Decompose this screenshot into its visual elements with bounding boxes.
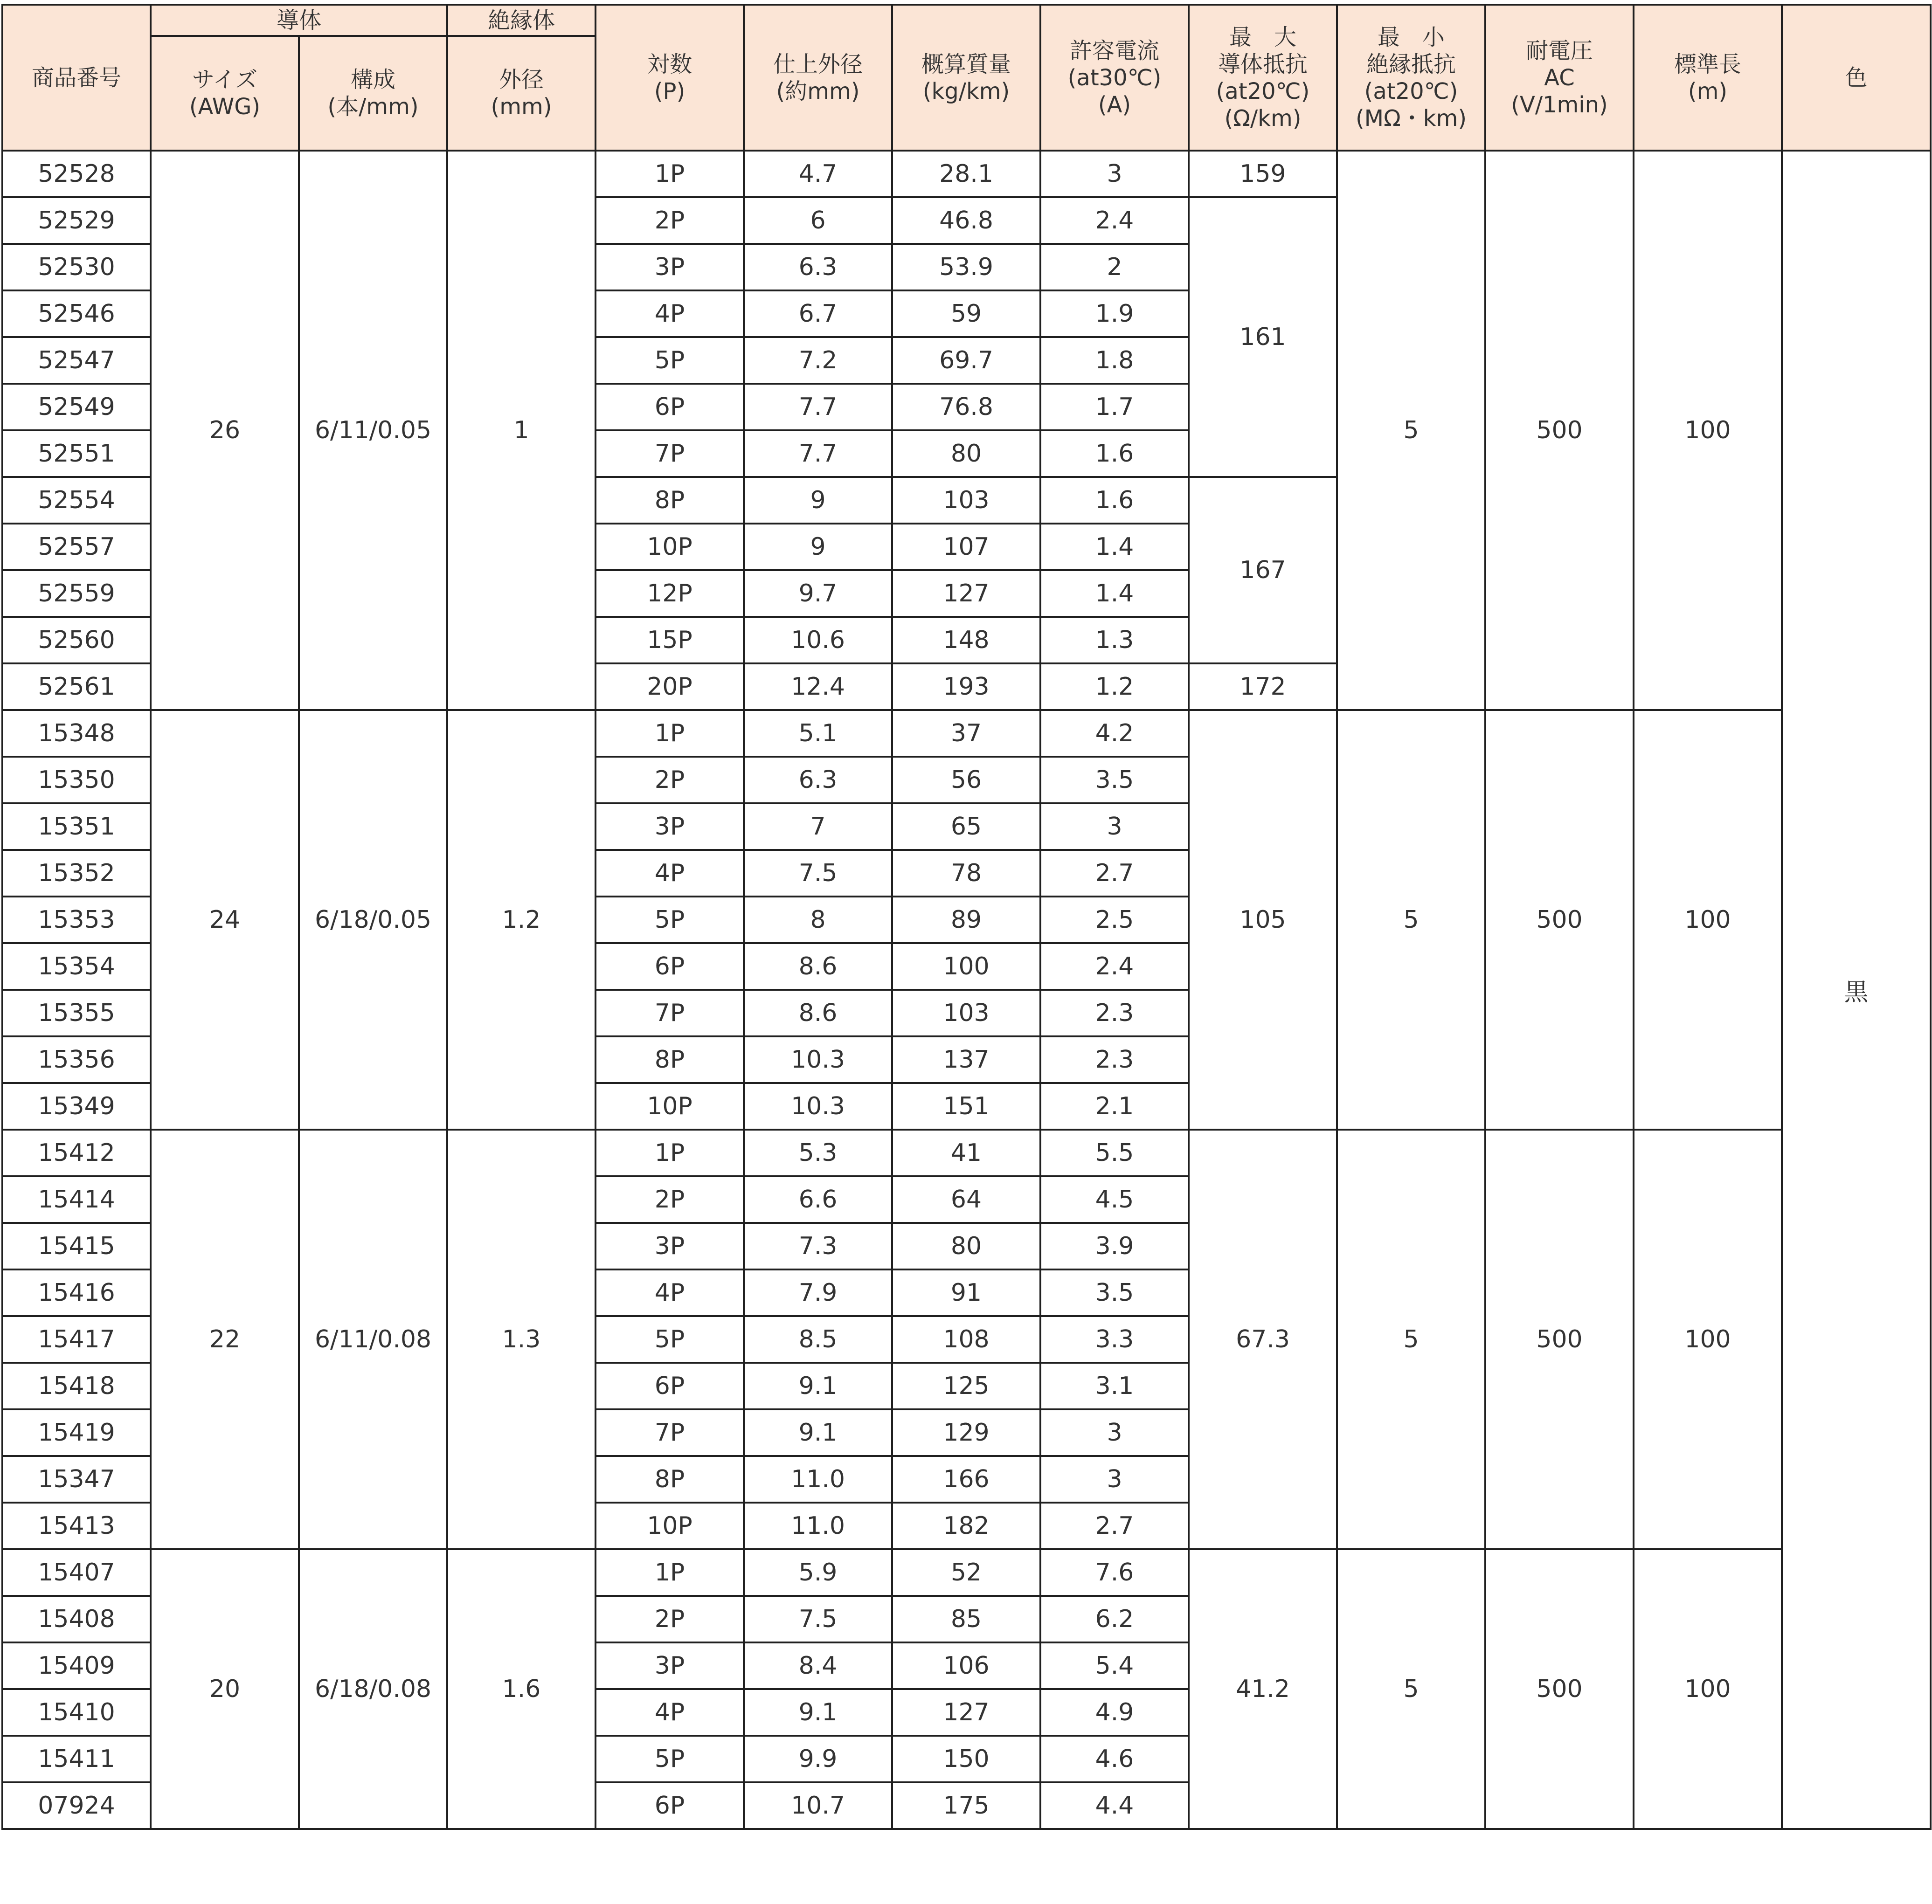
cell-pairs: 8P [596,1036,744,1083]
cell-finished-od: 7.5 [744,1596,892,1642]
cell-construction: 6/18/0.05 [299,710,447,1130]
cell-current: 4.6 [1040,1736,1189,1782]
cell-finished-od: 6.7 [744,290,892,337]
cell-finished-od: 8.4 [744,1642,892,1689]
cell-product-no: 52560 [2,617,151,663]
cell-min-insulation: 5 [1337,151,1485,710]
cell-pairs: 15P [596,617,744,663]
cell-finished-od: 6.3 [744,244,892,290]
cell-pairs: 5P [596,337,744,384]
cell-finished-od: 9 [744,477,892,524]
cell-pairs: 3P [596,1642,744,1689]
cell-finished-od: 9.7 [744,570,892,617]
cell-weight: 108 [892,1316,1040,1363]
cell-pairs: 4P [596,850,744,897]
cell-pairs: 5P [596,897,744,943]
cell-size: 20 [151,1549,299,1829]
header-conductor: 導体 [151,5,447,36]
cell-current: 1.9 [1040,290,1189,337]
cell-current: 4.9 [1040,1689,1189,1736]
cell-pairs: 7P [596,990,744,1036]
cell-weight: 127 [892,570,1040,617]
cell-current: 4.2 [1040,710,1189,757]
cell-color: 黒 [1782,151,1931,1829]
cell-current: 2.4 [1040,943,1189,990]
cell-weight: 89 [892,897,1040,943]
cell-current: 2.4 [1040,197,1189,244]
cell-current: 3 [1040,1456,1189,1503]
cell-pairs: 3P [596,1223,744,1269]
cell-min-insulation: 5 [1337,1549,1485,1829]
cell-product-no: 52528 [2,151,151,197]
cell-construction: 6/11/0.05 [299,151,447,710]
cell-product-no: 15410 [2,1689,151,1736]
cell-current: 3.3 [1040,1316,1189,1363]
cell-weight: 193 [892,663,1040,710]
cell-product-no: 52557 [2,524,151,570]
cell-weight: 137 [892,1036,1040,1083]
cell-current: 1.2 [1040,663,1189,710]
cell-current: 3.5 [1040,1269,1189,1316]
cell-outer-diameter: 1.3 [447,1130,596,1549]
cell-finished-od: 10.7 [744,1782,892,1829]
cell-product-no: 15417 [2,1316,151,1363]
cell-finished-od: 7 [744,803,892,850]
cell-product-no: 15416 [2,1269,151,1316]
header-std-length: 標準長 (m) [1634,5,1782,151]
cell-pairs: 12P [596,570,744,617]
cell-weight: 166 [892,1456,1040,1503]
cell-weight: 76.8 [892,384,1040,430]
cell-pairs: 4P [596,1269,744,1316]
cell-outer-diameter: 1 [447,151,596,710]
cell-weight: 78 [892,850,1040,897]
cell-weight: 41 [892,1130,1040,1176]
cell-finished-od: 11.0 [744,1456,892,1503]
cell-size: 24 [151,710,299,1130]
cell-weight: 100 [892,943,1040,990]
header-weight: 概算質量 (kg/km) [892,5,1040,151]
header-current: 許容電流 (at30℃) (A) [1040,5,1189,151]
cell-current: 3.5 [1040,757,1189,803]
header-max-resistance: 最 大 導体抵抗 (at20℃) (Ω/km) [1189,5,1337,151]
cell-current: 1.6 [1040,430,1189,477]
cell-finished-od: 9.1 [744,1409,892,1456]
cell-product-no: 15412 [2,1130,151,1176]
cell-product-no: 07924 [2,1782,151,1829]
cell-product-no: 15409 [2,1642,151,1689]
cell-finished-od: 5.9 [744,1549,892,1596]
cell-weight: 106 [892,1642,1040,1689]
cell-current: 3.1 [1040,1363,1189,1409]
cell-finished-od: 6.3 [744,757,892,803]
header-outer-diameter: 外径 (mm) [447,36,596,151]
cell-current: 2.5 [1040,897,1189,943]
cell-current: 3 [1040,803,1189,850]
cell-finished-od: 7.2 [744,337,892,384]
cell-pairs: 2P [596,197,744,244]
cell-product-no: 15348 [2,710,151,757]
cell-current: 5.4 [1040,1642,1189,1689]
cell-std-length: 100 [1634,1549,1782,1829]
cell-pairs: 5P [596,1316,744,1363]
cell-max-resistance: 161 [1189,197,1337,477]
cell-construction: 6/18/0.08 [299,1549,447,1829]
cell-pairs: 1P [596,1130,744,1176]
cell-product-no: 15415 [2,1223,151,1269]
cell-pairs: 20P [596,663,744,710]
cell-product-no: 52551 [2,430,151,477]
table-row [2,1549,1931,1596]
cell-pairs: 4P [596,1689,744,1736]
cell-weight: 103 [892,477,1040,524]
cell-pairs: 2P [596,757,744,803]
cell-current: 2.3 [1040,1036,1189,1083]
cell-weight: 59 [892,290,1040,337]
cell-max-resistance: 41.2 [1189,1549,1337,1829]
cell-product-no: 15347 [2,1456,151,1503]
cell-weight: 69.7 [892,337,1040,384]
cell-pairs: 8P [596,1456,744,1503]
header-construction: 構成 (本/mm) [299,36,447,151]
cell-std-length: 100 [1634,151,1782,710]
cell-max-resistance: 172 [1189,663,1337,710]
cell-product-no: 15413 [2,1503,151,1549]
cell-product-no: 15351 [2,803,151,850]
header-product-no: 商品番号 [2,5,151,151]
cell-pairs: 6P [596,1363,744,1409]
cell-finished-od: 7.7 [744,430,892,477]
cell-size: 22 [151,1130,299,1549]
cell-product-no: 52546 [2,290,151,337]
cell-weight: 127 [892,1689,1040,1736]
cell-product-no: 15419 [2,1409,151,1456]
cell-current: 4.4 [1040,1782,1189,1829]
cell-current: 5.5 [1040,1130,1189,1176]
cell-pairs: 8P [596,477,744,524]
cell-std-length: 100 [1634,1130,1782,1549]
cell-weight: 80 [892,430,1040,477]
cell-product-no: 15349 [2,1083,151,1130]
cell-voltage: 500 [1485,151,1634,710]
cell-pairs: 10P [596,1503,744,1549]
cell-max-resistance: 167 [1189,477,1337,663]
cell-product-no: 52549 [2,384,151,430]
header-finished-od: 仕上外径 (約mm) [744,5,892,151]
cell-weight: 80 [892,1223,1040,1269]
cell-weight: 65 [892,803,1040,850]
cell-finished-od: 9.9 [744,1736,892,1782]
cell-pairs: 3P [596,803,744,850]
cell-pairs: 10P [596,524,744,570]
cell-min-insulation: 5 [1337,710,1485,1130]
header-pairs: 対数 (P) [596,5,744,151]
cell-current: 7.6 [1040,1549,1189,1596]
cell-weight: 148 [892,617,1040,663]
cell-pairs: 2P [596,1176,744,1223]
header-row-1 [2,5,1931,36]
cell-std-length: 100 [1634,710,1782,1130]
cell-current: 1.8 [1040,337,1189,384]
cell-current: 2.7 [1040,850,1189,897]
cell-weight: 85 [892,1596,1040,1642]
cell-finished-od: 12.4 [744,663,892,710]
cell-finished-od: 9 [744,524,892,570]
cell-finished-od: 8.5 [744,1316,892,1363]
header-color: 色 [1782,5,1931,151]
cell-finished-od: 11.0 [744,1503,892,1549]
cell-finished-od: 9.1 [744,1363,892,1409]
cell-min-insulation: 5 [1337,1130,1485,1549]
cell-current: 1.6 [1040,477,1189,524]
cell-max-resistance: 67.3 [1189,1130,1337,1549]
cell-pairs: 6P [596,1782,744,1829]
cell-current: 3.9 [1040,1223,1189,1269]
cell-finished-od: 10.3 [744,1036,892,1083]
cell-product-no: 15411 [2,1736,151,1782]
cell-weight: 52 [892,1549,1040,1596]
cell-product-no: 15354 [2,943,151,990]
cell-pairs: 1P [596,151,744,197]
header-voltage: 耐電圧 AC (V/1min) [1485,5,1634,151]
cell-current: 4.5 [1040,1176,1189,1223]
cell-product-no: 52529 [2,197,151,244]
cell-product-no: 15350 [2,757,151,803]
cell-product-no: 15408 [2,1596,151,1642]
cell-current: 3 [1040,151,1189,197]
cell-pairs: 6P [596,384,744,430]
cell-weight: 64 [892,1176,1040,1223]
cell-current: 3 [1040,1409,1189,1456]
cell-finished-od: 10.6 [744,617,892,663]
cell-product-no: 52547 [2,337,151,384]
cell-product-no: 52530 [2,244,151,290]
cell-weight: 28.1 [892,151,1040,197]
cell-product-no: 15353 [2,897,151,943]
cell-pairs: 1P [596,1549,744,1596]
table-row [2,710,1931,757]
cell-weight: 103 [892,990,1040,1036]
table-header [2,5,1931,151]
cell-finished-od: 6 [744,197,892,244]
cell-voltage: 500 [1485,1549,1634,1829]
cell-weight: 151 [892,1083,1040,1130]
cell-weight: 56 [892,757,1040,803]
cell-finished-od: 9.1 [744,1689,892,1736]
cell-pairs: 3P [596,244,744,290]
cell-finished-od: 6.6 [744,1176,892,1223]
cell-max-resistance: 105 [1189,710,1337,1130]
cell-product-no: 52559 [2,570,151,617]
cell-weight: 150 [892,1736,1040,1782]
cell-current: 2 [1040,244,1189,290]
cell-outer-diameter: 1.6 [447,1549,596,1829]
cell-current: 1.4 [1040,570,1189,617]
cell-outer-diameter: 1.2 [447,710,596,1130]
cell-pairs: 4P [596,290,744,337]
cell-max-resistance: 159 [1189,151,1337,197]
cell-weight: 107 [892,524,1040,570]
cell-current: 1.4 [1040,524,1189,570]
cell-weight: 46.8 [892,197,1040,244]
cell-pairs: 5P [596,1736,744,1782]
cell-finished-od: 8.6 [744,990,892,1036]
cell-finished-od: 5.3 [744,1130,892,1176]
table-row [2,1130,1931,1176]
cell-weight: 129 [892,1409,1040,1456]
cell-voltage: 500 [1485,710,1634,1130]
cell-current: 6.2 [1040,1596,1189,1642]
cell-pairs: 1P [596,710,744,757]
cell-current: 1.7 [1040,384,1189,430]
cell-weight: 175 [892,1782,1040,1829]
cell-finished-od: 8 [744,897,892,943]
cell-pairs: 6P [596,943,744,990]
cell-current: 2.1 [1040,1083,1189,1130]
cell-current: 2.3 [1040,990,1189,1036]
cell-product-no: 15414 [2,1176,151,1223]
cell-size: 26 [151,151,299,710]
header-insulator: 絶縁体 [447,5,596,36]
cell-pairs: 7P [596,430,744,477]
cell-weight: 37 [892,710,1040,757]
cell-pairs: 10P [596,1083,744,1130]
cell-current: 1.3 [1040,617,1189,663]
cell-pairs: 2P [596,1596,744,1642]
cell-pairs: 7P [596,1409,744,1456]
cell-finished-od: 8.6 [744,943,892,990]
cell-product-no: 15418 [2,1363,151,1409]
cell-product-no: 52554 [2,477,151,524]
cell-product-no: 15355 [2,990,151,1036]
table-row [2,151,1931,197]
cell-finished-od: 4.7 [744,151,892,197]
cable-spec-table [1,4,1932,1830]
cell-weight: 53.9 [892,244,1040,290]
cell-product-no: 52561 [2,663,151,710]
cell-finished-od: 5.1 [744,710,892,757]
cell-product-no: 15352 [2,850,151,897]
cell-weight: 91 [892,1269,1040,1316]
cell-construction: 6/11/0.08 [299,1130,447,1549]
cell-finished-od: 10.3 [744,1083,892,1130]
cell-weight: 125 [892,1363,1040,1409]
cell-product-no: 15356 [2,1036,151,1083]
cell-finished-od: 7.3 [744,1223,892,1269]
cell-current: 2.7 [1040,1503,1189,1549]
cell-product-no: 15407 [2,1549,151,1596]
cell-finished-od: 7.5 [744,850,892,897]
header-min-insulation: 最 小 絶縁抵抗 (at20℃) (MΩ・km) [1337,5,1485,151]
cell-finished-od: 7.7 [744,384,892,430]
cell-voltage: 500 [1485,1130,1634,1549]
cell-finished-od: 7.9 [744,1269,892,1316]
cell-weight: 182 [892,1503,1040,1549]
table-body [2,151,1931,1829]
header-size: サイズ (AWG) [151,36,299,151]
